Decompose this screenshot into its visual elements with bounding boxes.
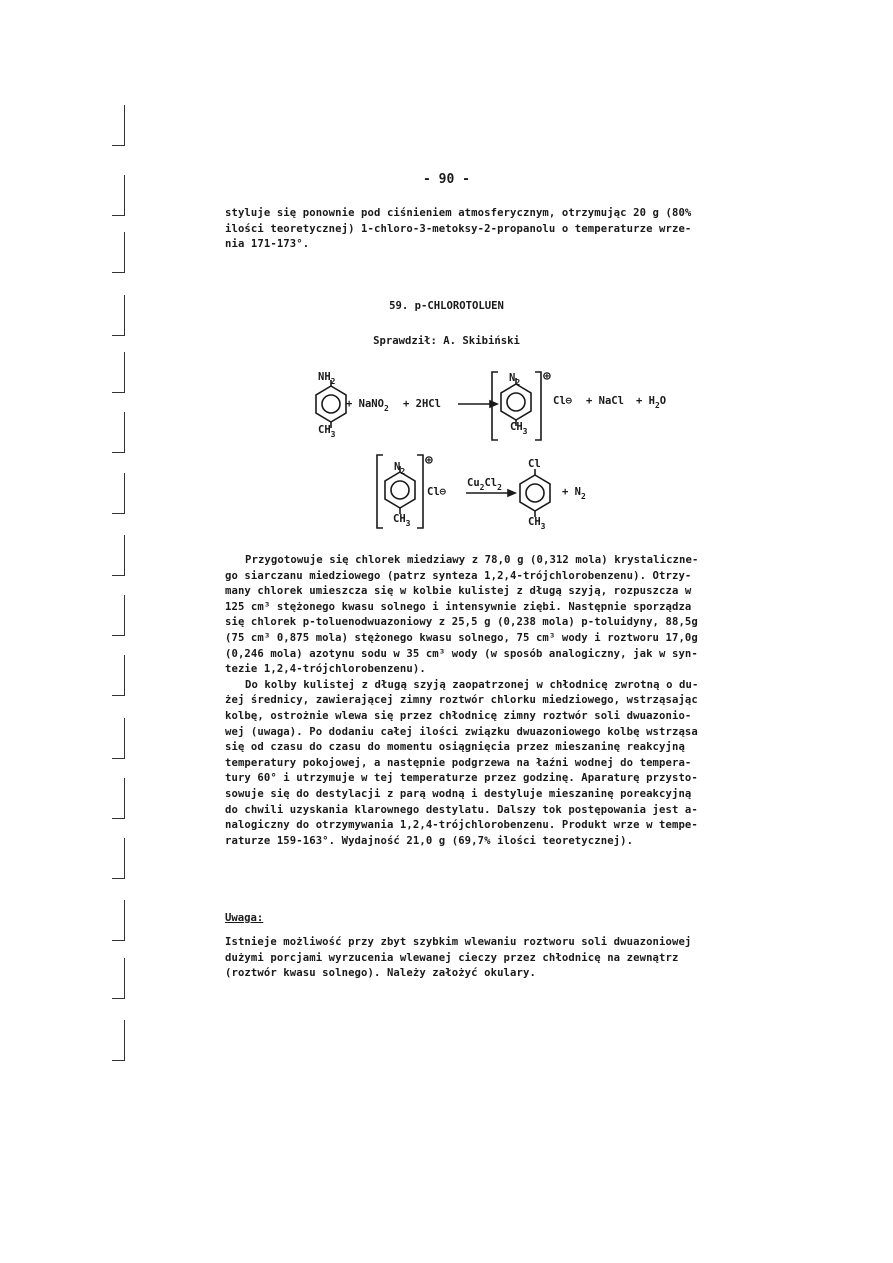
benzene-ring-product [520,475,550,511]
benzene-ring-diazonium [385,472,415,508]
n2-label: $N_2$ [509,372,521,387]
ch3-label: $CH_3$ [528,516,546,531]
binder-mark [112,900,125,941]
binder-mark [112,535,125,576]
arrowhead [508,490,515,496]
text-line: many chlorek umieszcza się w kolbie kulistej z długą szyją, rozpuszcza w [225,585,692,598]
bracket-right [417,455,423,528]
binder-mark [112,718,125,759]
page-number: - 90 - [423,172,470,187]
text-line: żej średnicy, zawierającej zimny roztwór chlorku miedziowego, wstrząsając [225,694,698,707]
cl-label: Cl [528,458,541,470]
text-line: (75 cm³ 0,875 mola) stężonego kwasu solnego, 75 cm³ wody i roztworu 17,0g [225,631,698,644]
text-line: raturze 159-163°. Wydajność 21,0 g (69,7% ilości teoretycznej). [225,834,634,847]
ch3-label: $CH_3$ [510,421,528,436]
text-line: Przygotowuje się chlorek miedziawy z 78,0 g (0,312 mola) krystaliczne- [245,554,699,566]
nacl-label: + NaCl [586,395,624,407]
binder-mark [112,778,125,819]
aromatic-circle [322,395,340,413]
binder-mark [112,958,125,999]
text-line: się chlorek p-toluenodwuazoniowy z 25,5 g (0,238 mola) p-toluidyny, 88,5g [225,616,698,629]
procedure-text [225,553,752,849]
text-line: nia 171-173°. [225,238,310,251]
text-line: go siarczanu miedziowego (patrz synteza 1,2,4-trójchlorobenzenu). Otrzy- [225,569,692,582]
aromatic-circle [507,393,525,411]
note-text [225,935,752,982]
binder-mark [112,1020,125,1061]
benzene-ring-diazonium [501,384,531,420]
h2o-label: + $H_2O$ [636,395,667,410]
arrowhead [490,401,497,407]
n2-product-label: + $N_2$ [562,486,586,501]
charge-plus: ⊕ [425,453,433,468]
intro-text [225,206,752,253]
text-line: do chwili uzyskania klarownego destylatu. Dalszy tok postępowania jest a- [225,803,698,816]
text-line: tury 60° i utrzymuje w tej temperaturze przez godzinę. Aparaturę przysto- [225,772,698,785]
binder-margin [112,0,126,1263]
text-line: temperatury pokojowej, a następnie podgrzewa na łaźni wodnej do tempera- [225,756,692,769]
text-line: wej (uwaga). Po dodaniu całej ilości związku dwuazoniowego kolbę wstrząsa [225,725,698,738]
text-line: tezie 1,2,4-trójchlorobenzenu). [225,663,426,676]
section-title: 59. p-CHLOROTOLUEN [389,300,504,312]
hcl-label: + 2HCl [403,398,441,410]
nano2-label: + NaNO$_2$ [346,398,389,413]
binder-mark [112,352,125,393]
binder-mark [112,412,125,453]
binder-mark [112,105,125,146]
cu2cl2-label: $Cu_2Cl_2$ [467,477,502,492]
binder-mark [112,838,125,879]
chloride-ion: Cl⊖ [427,486,446,498]
bracket-left [492,372,498,440]
ch3-label: $CH_3$ [318,424,336,439]
bracket-left [377,455,383,528]
charge-plus: ⊕ [543,369,551,384]
checked-by: Sprawdził: A. Skibiński [373,335,520,347]
text-line: Istnieje możliwość przy zbyt szybkim wlewaniu roztworu soli dwuazoniowej [225,936,692,948]
text-line: nalogiczny do otrzymywania 1,2,4-trójchlorobenzenu. Produkt wrze w tempe- [225,819,698,832]
aromatic-circle [526,484,544,502]
text-line: się od czasu do czasu do momentu osiągnięcia przez mieszaninę reakcyjną [225,741,685,754]
text-line: ilości teoretycznej) 1-chloro-3-metoksy-2-propanolu o temperaturze wrze- [225,222,692,235]
note-title: Uwaga: [225,912,264,924]
text-line: dużymi porcjami wyrzucenia wlewanej cieczy przez chłodnicę na zewnątrz [225,951,679,964]
aromatic-circle [391,481,409,499]
text-line: sowuje się do destylacji z parą wodną i destyluje mieszaninę poreakcyjną [225,787,692,800]
nh2-label: $NH_2$ [318,371,336,386]
text-line: 125 cm³ stężonego kwasu solnego i intensywnie ziębi. Następnie sporządza [225,600,692,613]
text-line: (0,246 mola) azotynu sodu w 35 cm³ wody (w sposób analogiczny, jak w syn- [225,647,698,660]
text-line: Do kolby kulistej z długą szyją zaopatrzonej w chłodnicę zwrotną o du- [245,678,699,691]
benzene-ring-toluidine [316,386,346,422]
binder-mark [112,595,125,636]
text-line: styluje się ponownie pod ciśnieniem atmosferycznym, otrzymując 20 g (80% [225,207,692,219]
n2-label: $N_2$ [394,461,406,476]
bracket-right [535,372,541,440]
chloride-ion: Cl⊖ [553,395,572,407]
binder-mark [112,473,125,514]
binder-mark [112,232,125,273]
text-line: (roztwór kwasu solnego). Należy założyć okulary. [225,967,536,980]
text-line: kolbę, ostrożnie wlewa się przez chłodnicę zimny roztwór soli dwuazonio- [225,709,692,722]
ch3-label: $CH_3$ [393,513,411,528]
binder-mark [112,655,125,696]
